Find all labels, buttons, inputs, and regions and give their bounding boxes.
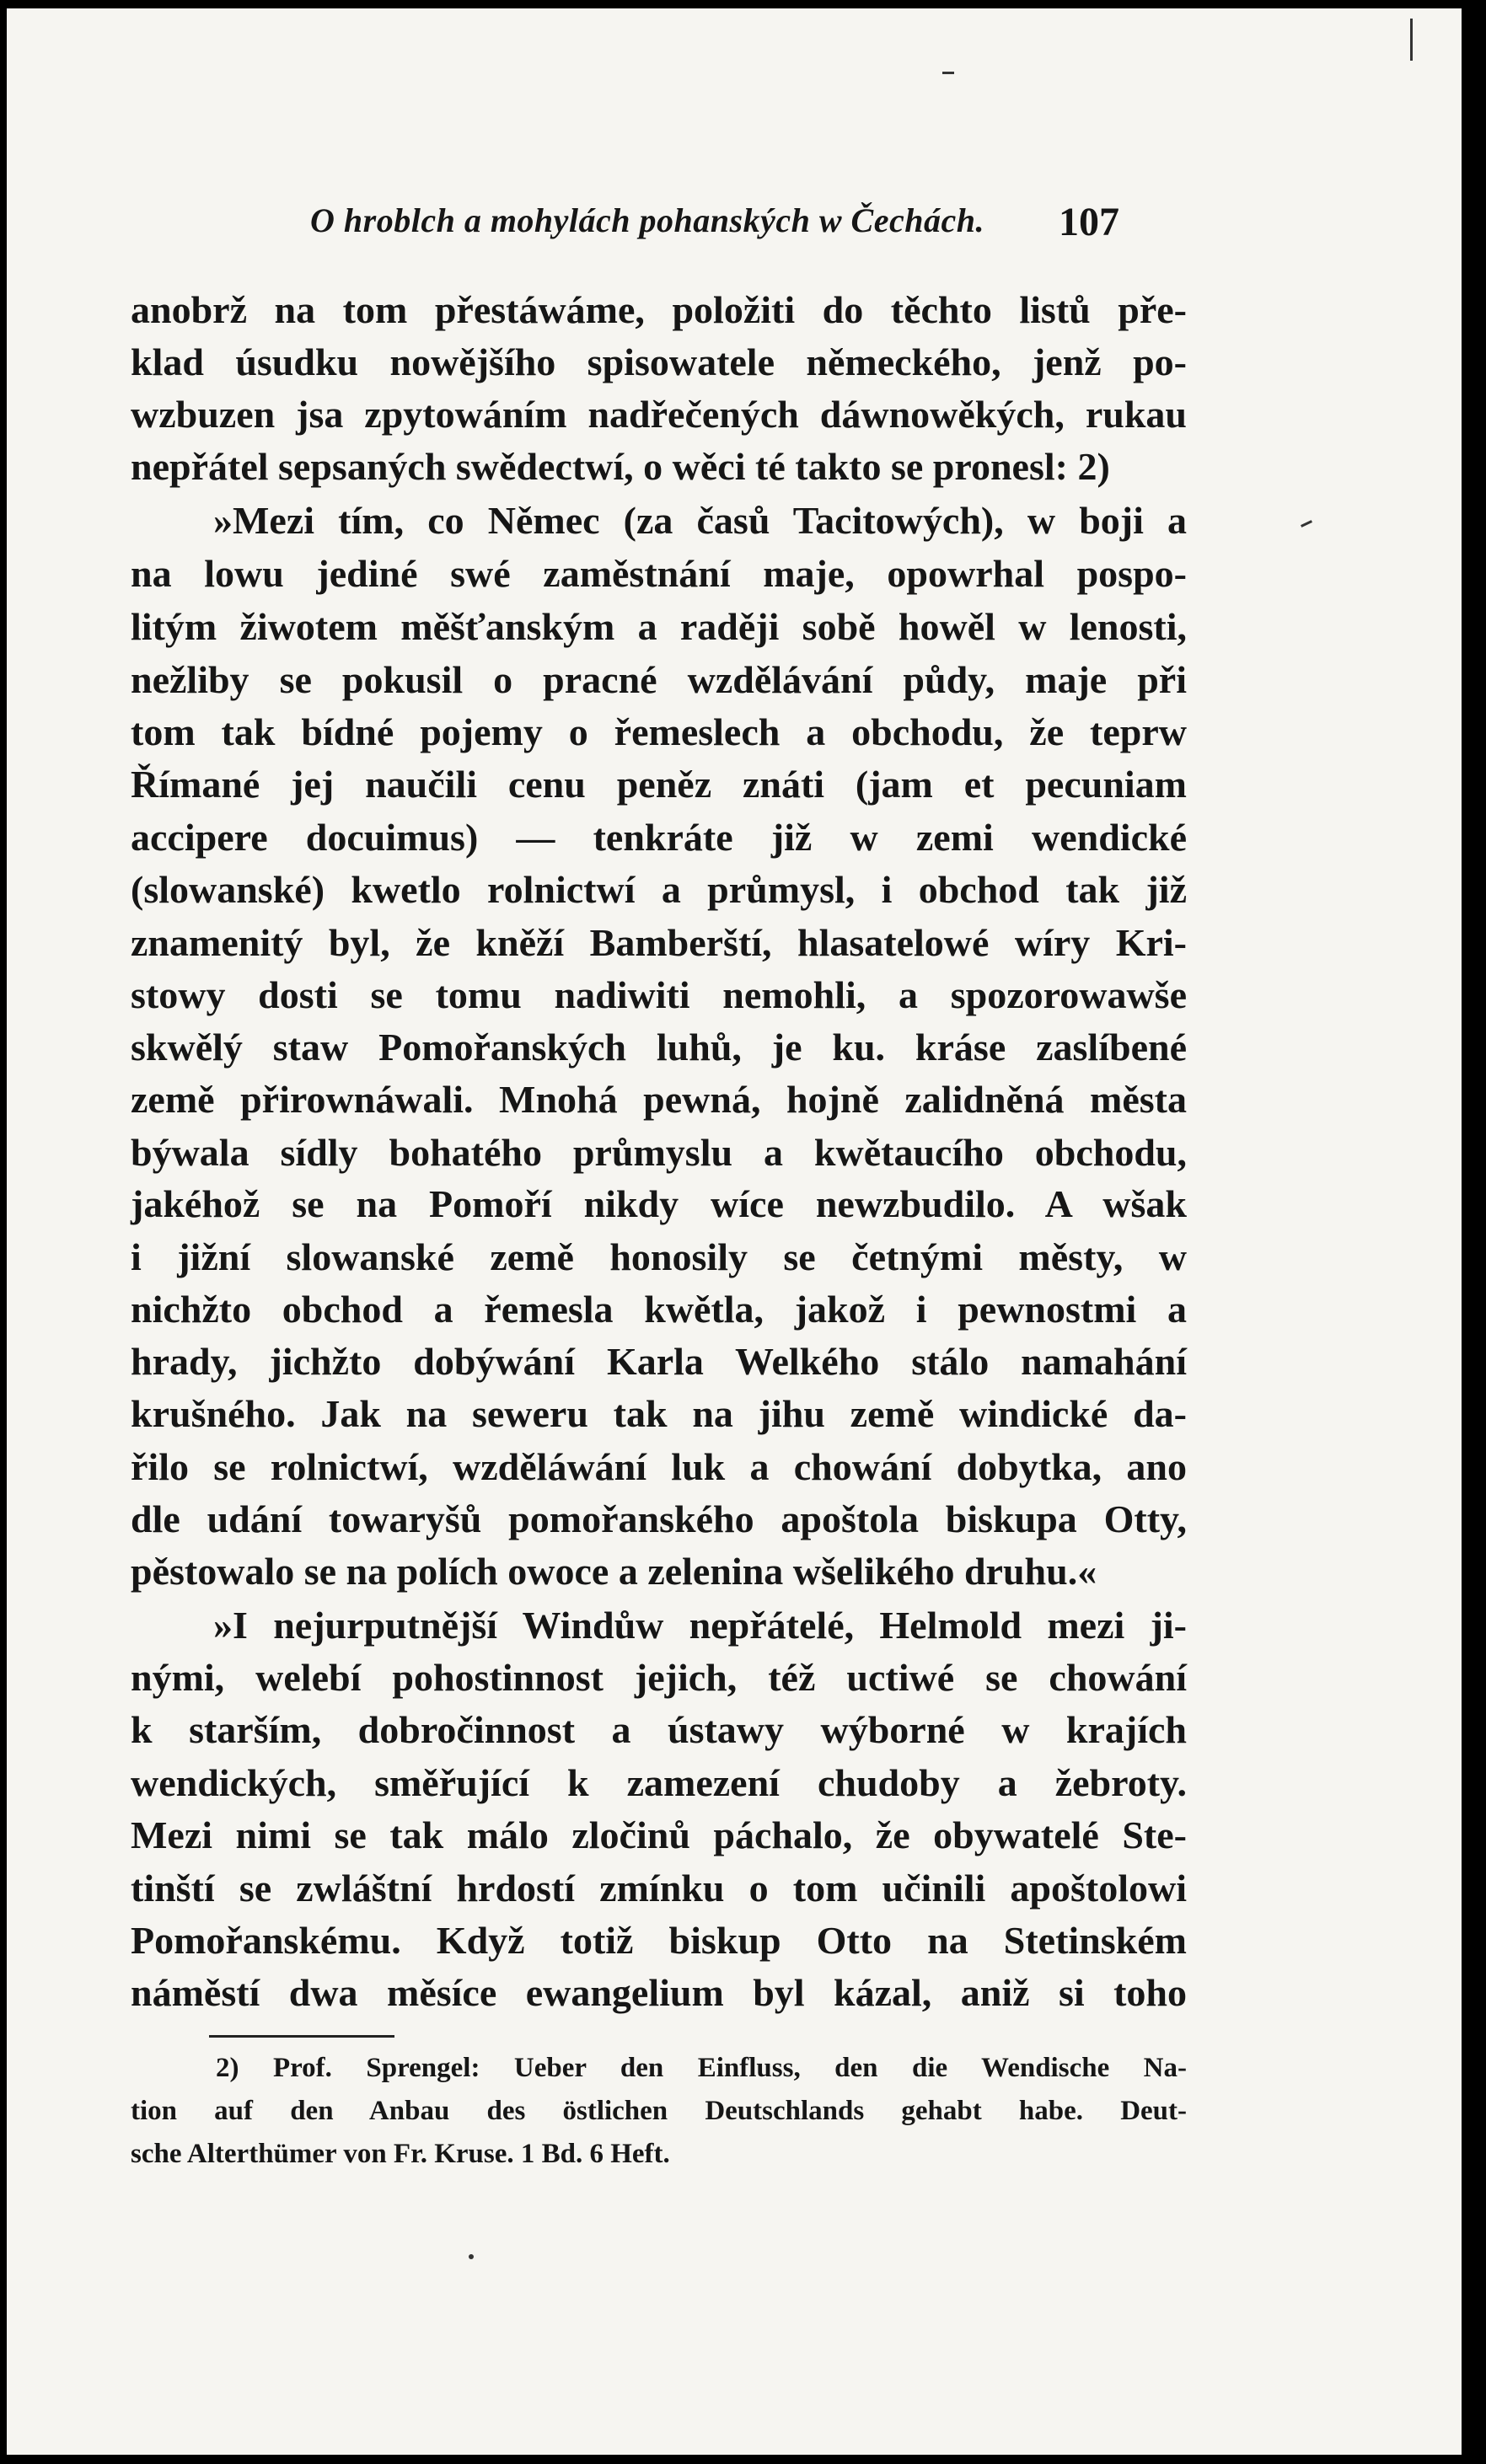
text-line: Mezi nimi se tak málo zločinů páchalo, že obywatelé Ste- [131,1813,1187,1856]
text-line: tom tak bídné pojemy o řemeslech a obchodu, že teprw [131,710,1187,753]
text-line: krušného. Jak na sewеru tak na jihu země windické da- [131,1392,1187,1435]
text-line: wzbuzen jsa zpytowáním nadřečených dáwnowěkých, rukau [131,393,1187,436]
text-line: stowy dosti se tomu nadiwiti nemohli, a spozorowawše [131,973,1187,1016]
footnote-line: tion auf den Anbau des östlichen Deutschlands gehabt habe. Deut- [131,2096,1187,2126]
text-line: dle udání towaryšů pomořanského apoštola biskupa Otty, [131,1497,1187,1540]
text-line: na lowu jediné swé zaměstnání maje, opowrhal pospo- [131,552,1187,595]
text-line: náměstí dwa měsíce ewangelium byl kázal, aniž si toho [131,1971,1187,2014]
text-line: skwělý staw Pomořanských luhů, je ku. kráse zaslíbené [131,1026,1187,1069]
text-line: wendických, směřující k zamezení chudoby a žebroty. [131,1761,1187,1804]
text-line: tinští se zwláštní hrdostí zmínku o tom učinili apoštolowi [131,1867,1187,1910]
text-line: Římané jej naučili cenu peněz znáti (jam et pecuniam [131,763,1187,806]
text-line: Pomořanskému. Když totiž biskup Otto na Stetinském [131,1919,1187,1962]
text-line: litým žiwotem měšťanským a raději sobě howěl w lenosti, [131,605,1187,648]
scan-speck [1410,19,1413,61]
text-line: accipere docuimus) — tenkráte již w zemi wendické [131,816,1187,859]
text-line: hrady, jichžto dobýwání Karla Welkého stálo namahání [131,1340,1187,1383]
footnote-line: 2) Prof. Sprengel: Ueber den Einfluss, den die Wendische Na- [216,2053,1187,2083]
text-line: »I nejurputnější Windůw nepřátelé, Helmold mezi ji- [213,1604,1187,1647]
text-line: k starším, dobročinnost a ústawy wýborné w krajích [131,1708,1187,1751]
text-line: jakéhož se na Pomoří nikdy wíce newzbudilo. A wšak [131,1182,1187,1225]
page-number: 107 [1059,200,1119,244]
text-line: »Mezi tím, co Němec (za časů Tacitowých), w boji a [213,499,1187,542]
text-line: (slowanské) kwetlo rolnictwí a průmysl, i obchod tak již [131,868,1187,911]
text-line: pěstowalo se na polích owoce a zelenina wšelikého druhu.« [131,1550,1097,1593]
footnote-line: sche Alterthümer von Fr. Kruse. 1 Bd. 6 Heft. [131,2139,670,2169]
footnote-rule [209,2035,394,2038]
text-line: znamenitý byl, že kněží Bamberští, hlasatelowé wíry Kri- [131,921,1187,964]
scan-speck [942,72,954,74]
scan-speck [1301,520,1312,528]
text-line: nými, welebí pohostinnost jejich, též uctiwé se chowání [131,1656,1187,1699]
text-line: i jižní slowanské země honosily se četnými městy, w [131,1235,1187,1278]
text-line: býwala sídly bohatého průmyslu a kwětaucího obchodu, [131,1131,1187,1174]
text-line: nichžto obchod a řemesla kwětla, jakož i pewnostmi a [131,1288,1187,1331]
book-page [7,8,1462,2455]
text-line: řilo se rolnictwí, wzděláwání luk a chowání dobytka, ano [131,1445,1187,1488]
text-line: nepřátel sepsaných swědectwí, o wěci té takto se pronesl: 2) [131,445,1110,488]
text-line: nežliby se pokusil o pracné wzdělávání půdy, maje při [131,658,1187,701]
running-header: O hroblch a mohylách pohanských w Čechách. [310,201,984,239]
text-line: klad úsudku nowějšího spisowatele německého, jenž po- [131,340,1187,383]
scan-speck [469,2254,474,2259]
text-line: anobrž na tom přestáwáme, položiti do těchto listů pře- [131,288,1187,331]
text-line: země přirownáwali. Mnohá pewná, hojně zalidněná města [131,1078,1187,1121]
